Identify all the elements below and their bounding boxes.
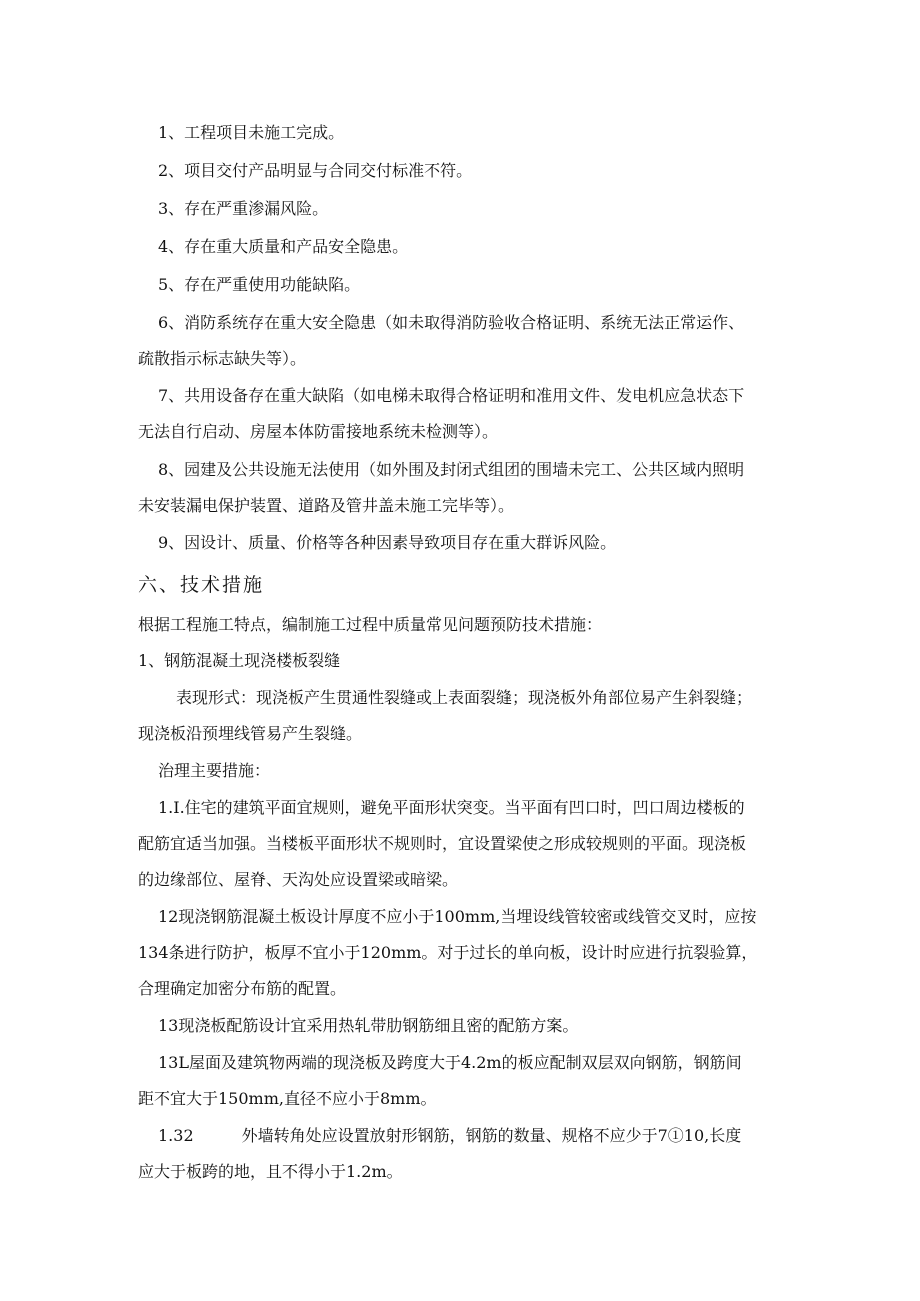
measure-1-line-2: 配筋宜适当加强。当楼板平面形状不规则时，宜设置梁使之形成较规则的平面。现浇板 bbox=[138, 834, 747, 853]
measure-2-line-2: 134条进行防护，板厚不宜小于120mm。对于过长的单向板，设计时应进行抗裂验算， bbox=[138, 943, 758, 962]
list-item-3: 3、存在严重渗漏风险。 bbox=[158, 199, 329, 218]
measure-5-line-1 bbox=[158, 1125, 741, 1147]
list-item-9: 9、因设计、质量、价格等各种因素导致项目存在重大群诉风险。 bbox=[158, 533, 617, 552]
list-item-8-line-1: 8、园建及公共设施无法使用（如外围及封闭式组团的围墙未完工、公共区域内照明 bbox=[158, 460, 745, 479]
manifestation-line-2: 现浇板沿预埋线管易产生裂缝。 bbox=[138, 724, 363, 743]
measure-1-line-3: 的边缘部位、屋脊、天沟处应设置梁或暗梁。 bbox=[138, 870, 459, 889]
list-item-8-line-2: 未安装漏电保护装置、道路及管井盖未施工完毕等）。 bbox=[138, 496, 515, 515]
measure-4-line-1: 13L屋面及建筑物两端的现浇板及跨度大于4.2m的板应配制双层双向钢筋，钢筋间 bbox=[158, 1053, 742, 1072]
measure-4-line-2: 距不宜大于150mm,直径不应小于8mm。 bbox=[138, 1089, 437, 1108]
intro-paragraph: 根据工程施工特点，编制施工过程中质量常见问题预防技术措施： bbox=[138, 615, 603, 634]
manifestation-line-1: 表现形式：现浇板产生贯通性裂缝或上表面裂缝；现浇板外角部位易产生斜裂缝； bbox=[176, 688, 753, 707]
measure-5-line-2: 应大于板跨的地，且不得小于1.2m。 bbox=[138, 1162, 403, 1181]
list-item-2: 2、项目交付产品明显与合同交付标准不符。 bbox=[158, 161, 473, 180]
measure-1-line-1: 1.I.住宅的建筑平面宜规则，避免平面形状突变。当平面有凹口时，凹口周边楼板的 bbox=[158, 798, 745, 817]
subsection-title: 1、钢筋混凝土现浇楼板裂缝 bbox=[138, 651, 341, 670]
measure-2-line-1: 12现浇钢筋混凝土板设计厚度不应小于100mm,当埋设线管较密或线管交叉时，应按 bbox=[158, 907, 757, 926]
list-item-7-line-1: 7、共用设备存在重大缺陷（如电梯未取得合格证明和准用文件、发电机应急状态下 bbox=[158, 386, 745, 405]
measure-2-line-3: 合理确定加密分布筋的配置。 bbox=[138, 979, 347, 998]
list-item-1: 1、工程项目未施工完成。 bbox=[158, 123, 345, 142]
list-item-5: 5、存在严重使用功能缺陷。 bbox=[158, 275, 361, 294]
measure-3: 13现浇板配筋设计宜采用热轧带肋钢筋细且密的配筋方案。 bbox=[158, 1016, 579, 1035]
section-heading: 六、技术措施 bbox=[138, 574, 265, 596]
list-item-4: 4、存在重大质量和产品安全隐患。 bbox=[158, 237, 409, 256]
list-item-6-line-1: 6、消防系统存在重大安全隐患（如未取得消防验收合格证明、系统无法正常运作、 bbox=[158, 313, 745, 332]
list-item-6-line-2: 疏散指示标志缺失等）。 bbox=[138, 349, 307, 368]
measure-5-text: 外墙转角处应设置放射形钢筋，钢筋的数量、规格不应少于7①10,长度 bbox=[241, 1126, 742, 1145]
measures-label: 治理主要措施： bbox=[158, 761, 271, 780]
list-item-7-line-2: 无法自行启动、房屋本体防雷接地系统未检测等）。 bbox=[138, 422, 499, 441]
measure-5-number: 1.32 bbox=[158, 1126, 194, 1145]
